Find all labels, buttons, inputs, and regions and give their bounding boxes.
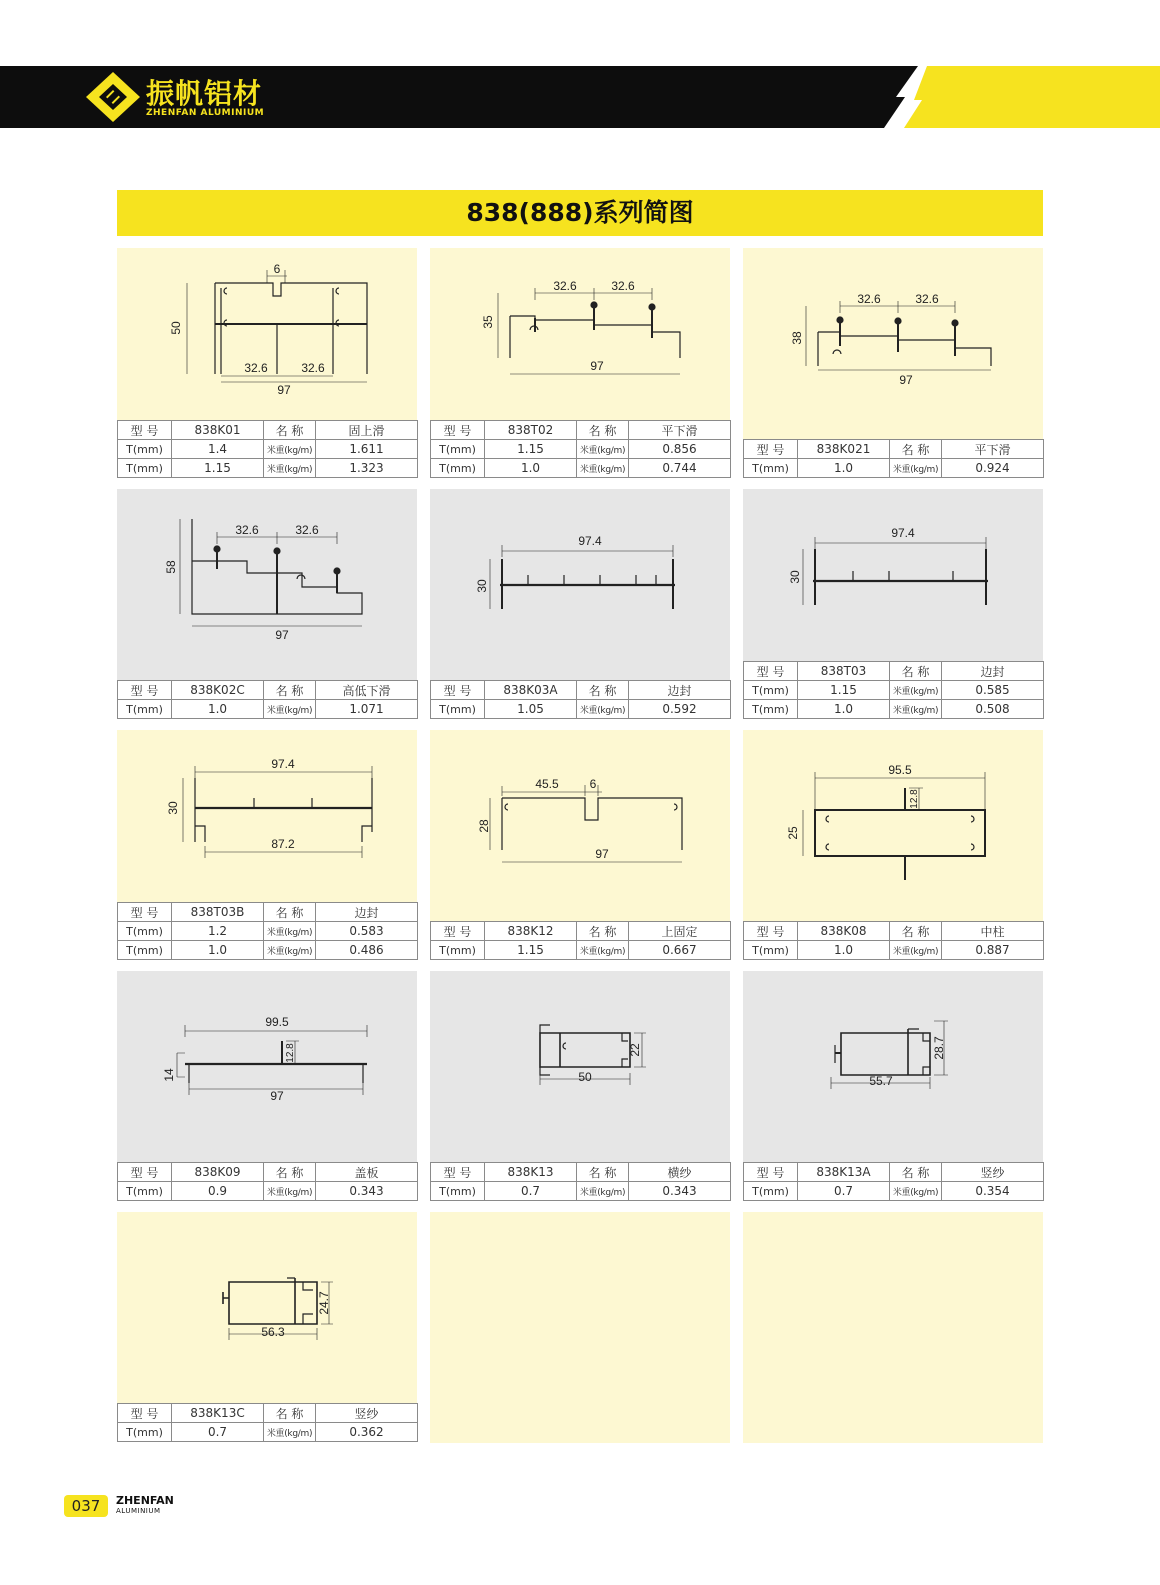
label-weight: 米重(kg/m) [264,440,316,459]
profile-drawing [430,971,730,1162]
thickness-value: 1.15 [485,941,577,960]
weight-value: 0.924 [942,459,1044,478]
label-thickness: T(mm) [744,700,798,719]
thickness-value: 1.15 [485,440,577,459]
weight-value: 1.611 [316,440,418,459]
profile-drawing [743,971,1043,1162]
spec-table [430,680,731,719]
label-name: 名 称 [264,903,316,922]
weight-value: 0.583 [316,922,418,941]
profile-drawing [117,971,417,1162]
brand-name-cn: 振帆铝材 [146,77,263,110]
label-name: 名 称 [577,922,629,941]
weight-value: 0.343 [316,1182,418,1201]
dim-label: 32.6 [301,361,325,375]
profile-drawing [743,489,1043,661]
label-name: 名 称 [264,421,316,440]
profile-drawing [430,489,730,680]
weight-value: 0.508 [942,700,1044,719]
spec-table [117,902,418,960]
dim-label: 38 [790,331,804,345]
weight-value: 0.362 [316,1423,418,1442]
dim-label: 99.5 [265,1015,289,1029]
label-thickness: T(mm) [118,459,172,478]
spec-table [117,420,418,478]
profile-drawing [743,248,1043,439]
model-value: 838K13A [798,1163,890,1182]
label-weight: 米重(kg/m) [890,459,942,478]
spec-table [430,921,731,960]
label-thickness: T(mm) [431,440,485,459]
spec-table [117,680,418,719]
dim-label: 28.7 [932,1036,946,1060]
label-weight: 米重(kg/m) [577,941,629,960]
model-value: 838K12 [485,922,577,941]
label-weight: 米重(kg/m) [890,681,942,700]
model-value: 838T03 [798,662,890,681]
label-name: 名 称 [264,1163,316,1182]
dim-label: 50 [578,1070,592,1084]
label-name: 名 称 [577,1163,629,1182]
weight-value: 0.585 [942,681,1044,700]
dim-label: 25 [786,826,800,840]
label-model: 型 号 [118,1163,172,1182]
dim-label: 12.8 [285,1043,296,1063]
label-name: 名 称 [577,421,629,440]
dim-label: 32.6 [295,523,319,537]
label-name: 名 称 [890,662,942,681]
dim-label: 32.6 [857,292,881,306]
thickness-value: 1.05 [485,700,577,719]
dim-label: 97 [277,383,291,397]
name-value: 边封 [316,903,418,922]
thickness-value: 1.0 [798,700,890,719]
label-weight: 米重(kg/m) [577,459,629,478]
label-weight: 米重(kg/m) [890,700,942,719]
label-name: 名 称 [264,681,316,700]
name-value: 固上滑 [316,421,418,440]
footer-brand-sub: ALUMINIUM [116,1507,161,1515]
page-number: 037 [64,1495,108,1517]
model-value: 838K01 [172,421,264,440]
name-value: 平下滑 [629,421,731,440]
dim-label: 97.4 [271,757,295,771]
profile-drawing [117,730,417,902]
weight-value: 0.667 [629,941,731,960]
dim-label: 97.4 [578,534,602,548]
label-weight: 米重(kg/m) [577,1182,629,1201]
label-thickness: T(mm) [744,941,798,960]
thickness-value: 1.0 [172,700,264,719]
label-weight: 米重(kg/m) [264,1182,316,1201]
footer-brand: ZHENFAN [116,1494,174,1507]
weight-value: 0.592 [629,700,731,719]
dim-label: 97 [899,373,913,387]
spec-table [430,1162,731,1201]
dim-label: 12.8 [909,789,920,809]
name-value: 平下滑 [942,440,1044,459]
weight-value: 1.071 [316,700,418,719]
label-model: 型 号 [118,421,172,440]
dim-label: 30 [475,579,489,593]
profile-drawing [430,730,730,921]
dim-label: 87.2 [271,837,295,851]
profile-drawing [117,248,417,420]
name-value: 边封 [942,662,1044,681]
label-model: 型 号 [431,681,485,700]
label-weight: 米重(kg/m) [264,1423,316,1442]
label-name: 名 称 [890,1163,942,1182]
logo-mark-icon [84,72,142,122]
brand-name-en: ZHENFAN ALUMINIUM [146,108,265,118]
label-model: 型 号 [118,681,172,700]
label-weight: 米重(kg/m) [577,700,629,719]
dim-label: 32.6 [244,361,268,375]
dim-label: 97 [590,359,604,373]
spec-table [743,1162,1044,1201]
dim-label: 22 [628,1043,642,1057]
weight-value: 0.486 [316,941,418,960]
label-name: 名 称 [890,922,942,941]
name-value: 竖纱 [942,1163,1044,1182]
dim-label: 95.5 [888,763,912,777]
dim-label: 32.6 [611,279,635,293]
label-thickness: T(mm) [431,941,485,960]
label-model: 型 号 [118,903,172,922]
weight-value: 0.354 [942,1182,1044,1201]
spec-table [117,1403,418,1442]
brand-logo [84,72,265,122]
label-weight: 米重(kg/m) [890,1182,942,1201]
thickness-value: 1.4 [172,440,264,459]
thickness-value: 1.15 [798,681,890,700]
label-model: 型 号 [744,440,798,459]
thickness-value: 1.15 [172,459,264,478]
thickness-value: 0.7 [485,1182,577,1201]
model-value: 838K13 [485,1163,577,1182]
label-thickness: T(mm) [431,459,485,478]
empty-panel [430,1212,730,1443]
dim-label: 32.6 [553,279,577,293]
model-value: 838K021 [798,440,890,459]
dim-label: 50 [169,321,183,335]
label-weight: 米重(kg/m) [264,459,316,478]
spec-table [743,439,1044,478]
model-value: 838K03A [485,681,577,700]
name-value: 中柱 [942,922,1044,941]
spec-table [430,420,731,478]
model-value: 838T02 [485,421,577,440]
name-value: 横纱 [629,1163,731,1182]
label-thickness: T(mm) [431,700,485,719]
dim-label: 97 [275,628,289,642]
name-value: 边封 [629,681,731,700]
empty-panel [743,1212,1043,1443]
model-value: 838K08 [798,922,890,941]
label-model: 型 号 [431,922,485,941]
dim-label: 35 [481,315,495,329]
weight-value: 0.856 [629,440,731,459]
profile-drawing [117,489,417,680]
label-model: 型 号 [744,662,798,681]
label-thickness: T(mm) [744,459,798,478]
label-thickness: T(mm) [118,1182,172,1201]
weight-value: 0.343 [629,1182,731,1201]
model-value: 838T03B [172,903,264,922]
label-weight: 米重(kg/m) [264,941,316,960]
label-thickness: T(mm) [431,1182,485,1201]
profile-drawing [743,730,1043,921]
label-thickness: T(mm) [118,1423,172,1442]
spec-table [743,661,1044,719]
dim-label: 58 [164,560,178,574]
name-value: 高低下滑 [316,681,418,700]
model-value: 838K02C [172,681,264,700]
dim-label: 30 [166,801,180,815]
dim-label: 28 [477,819,491,833]
dim-label: 97 [270,1089,284,1103]
dim-label: 32.6 [915,292,939,306]
label-name: 名 称 [264,1404,316,1423]
label-weight: 米重(kg/m) [264,700,316,719]
thickness-value: 0.7 [172,1423,264,1442]
thickness-value: 1.0 [798,941,890,960]
thickness-value: 1.0 [172,941,264,960]
name-value: 上固定 [629,922,731,941]
thickness-value: 0.7 [798,1182,890,1201]
label-thickness: T(mm) [118,922,172,941]
name-value: 竖纱 [316,1404,418,1423]
label-thickness: T(mm) [118,941,172,960]
name-value: 盖板 [316,1163,418,1182]
dim-label: 14 [162,1068,176,1082]
model-value: 838K09 [172,1163,264,1182]
dim-label: 24.7 [317,1291,331,1315]
label-name: 名 称 [890,440,942,459]
thickness-value: 0.9 [172,1182,264,1201]
label-thickness: T(mm) [118,700,172,719]
profile-drawing [117,1212,417,1403]
label-model: 型 号 [431,1163,485,1182]
thickness-value: 1.0 [798,459,890,478]
weight-value: 0.887 [942,941,1044,960]
page-title: 838(888)系列简图 [117,190,1043,236]
dim-label: 6 [273,262,281,276]
dim-label: 45.5 [535,777,559,791]
dim-label: 55.7 [869,1074,893,1088]
dim-label: 30 [788,570,802,584]
profile-drawing [430,248,730,420]
label-model: 型 号 [744,1163,798,1182]
label-weight: 米重(kg/m) [264,922,316,941]
label-thickness: T(mm) [744,681,798,700]
dim-label: 32.6 [235,523,259,537]
label-weight: 米重(kg/m) [890,941,942,960]
label-name: 名 称 [577,681,629,700]
model-value: 838K13C [172,1404,264,1423]
spec-table [117,1162,418,1201]
thickness-value: 1.2 [172,922,264,941]
label-weight: 米重(kg/m) [577,440,629,459]
thickness-value: 1.0 [485,459,577,478]
weight-value: 1.323 [316,459,418,478]
label-model: 型 号 [118,1404,172,1423]
weight-value: 0.744 [629,459,731,478]
dim-label: 6 [589,777,597,791]
dim-label: 56.3 [261,1325,285,1339]
label-thickness: T(mm) [744,1182,798,1201]
label-thickness: T(mm) [118,440,172,459]
spec-table [743,921,1044,960]
label-model: 型 号 [744,922,798,941]
label-model: 型 号 [431,421,485,440]
dim-label: 97.4 [891,526,915,540]
dim-label: 97 [595,847,609,861]
